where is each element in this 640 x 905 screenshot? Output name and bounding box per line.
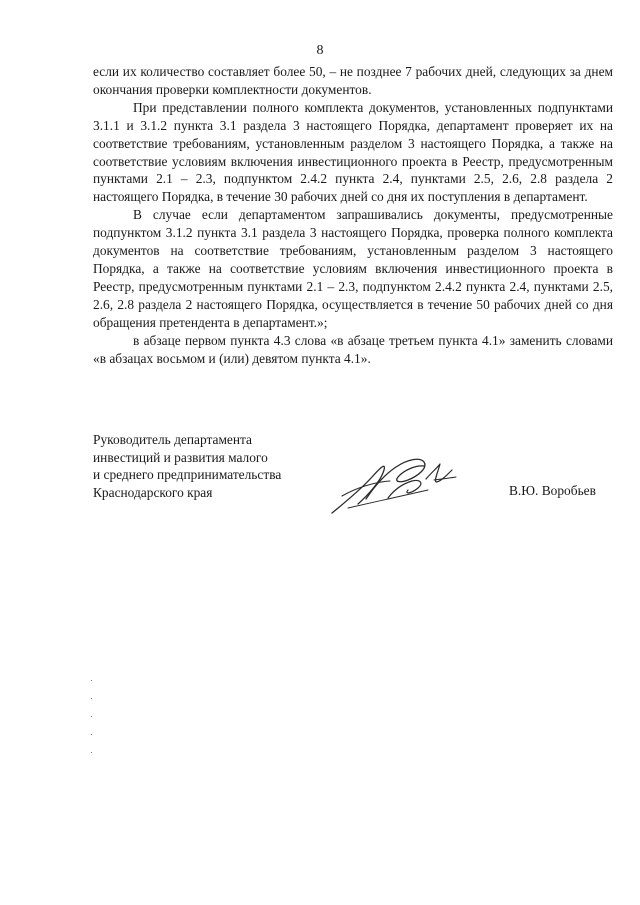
handwritten-signature: [328, 450, 460, 520]
signatory-title-line: инвестиций и развития малого: [93, 449, 268, 465]
paragraph: При представлении полного комплекта документов, установленных подпунктами 3.1.1 и 3.1.2 пункта 3.1 раздела 3 настоящего Порядка, департамент проверяет их на соответствие требованиям, установленным разделом 3 настоящего Порядка, а также на соответствие условиям включения инвестиционного проекта в Реестр, предусмотренным пунктами 2.1 – 2.3, подпунктом 2.4.2 пункта 2.4, пунктами 2.5, 2.6, 2.8 раздела 2 настоящего Порядка, в течение 30 рабочих дней со дня их поступления в департамент.: [93, 99, 613, 205]
scan-artifact-dots: [91, 680, 93, 760]
page-number: 8: [316, 43, 324, 58]
signatory-name: В.Ю. Воробьев: [509, 483, 596, 498]
paragraph: в абзаце первом пункта 4.3 слова «в абзаце третьем пункта 4.1» заменить словами «в абзацах восьмом и (или) девятом пункта 4.1».: [93, 332, 613, 366]
signatory-title-line: и среднего предпринимательства: [93, 467, 282, 483]
signatory-title-line: Краснодарского края: [93, 484, 213, 500]
paragraph: В случае если департаментом запрашивались документы, предусмотренные подпунктом 3.1.2 пункта 3.1 раздела 3 настоящего Порядка, проверка полного комплекта документов на соответствие требованиям, установленным разделом 3 настоящего Порядка, а также на соответствие условиям включения инвестиционного проекта в Реестр, предусмотренным пунктами 2.1 – 2.3, подпунктом 2.4.2 пункта 2.4, пунктами 2.5, 2.6, 2.8 раздела 2 настоящего Порядка, осуществляется в течение 50 рабочих дней со дня обращения претендента в департамент.»;: [93, 207, 613, 330]
signatory-title-block: [93, 431, 353, 501]
paragraph-continuation: если их количество составляет более 50, – не позднее 7 рабочих дней, следующих за днем окончания проверки комплектности документов.: [93, 64, 613, 97]
signatory-title-line: Руководитель департамента: [93, 432, 252, 447]
document-body: [93, 63, 613, 367]
